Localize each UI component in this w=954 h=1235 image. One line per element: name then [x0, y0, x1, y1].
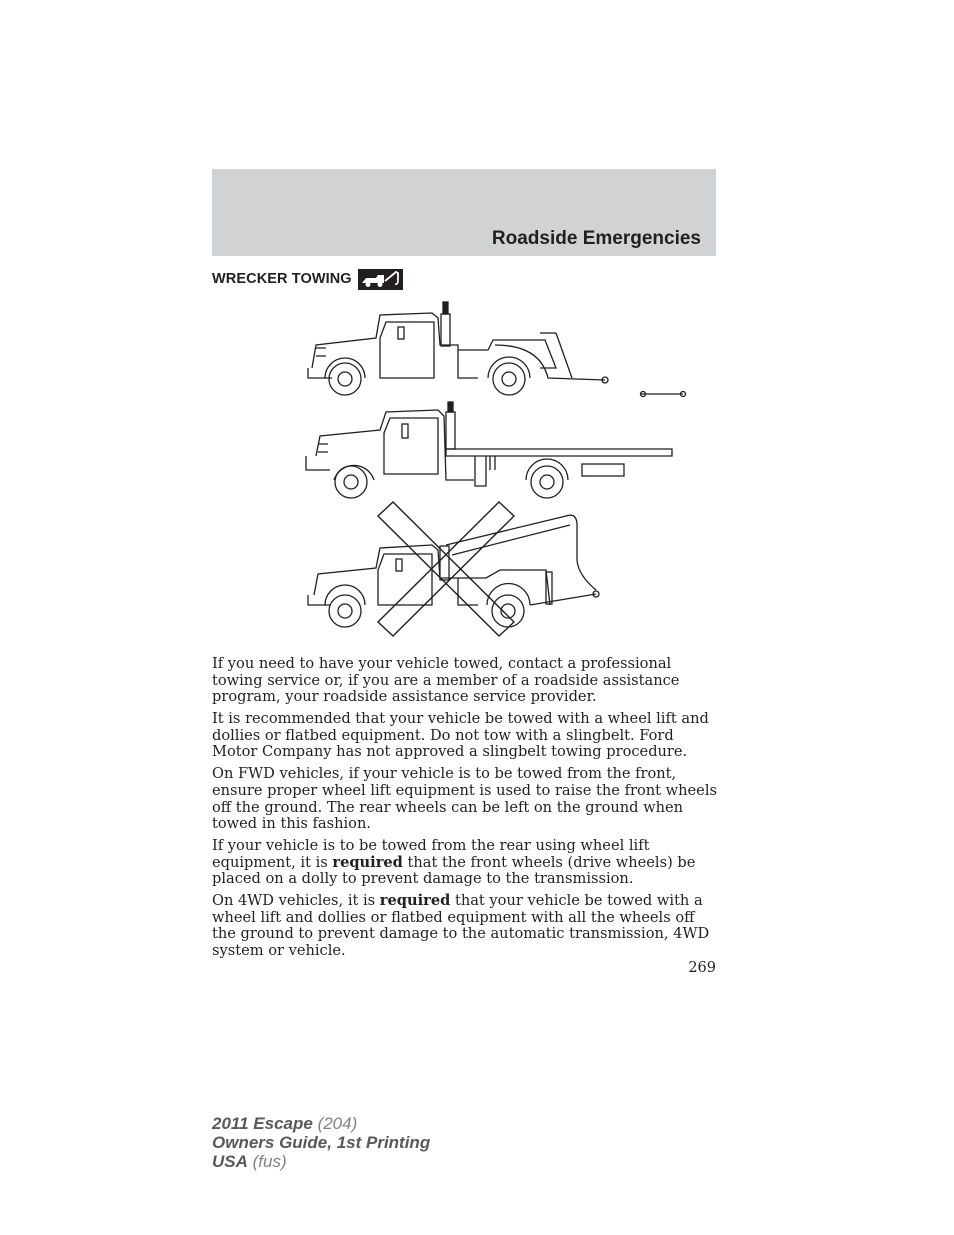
paragraph: It is recommended that your vehicle be towed with a wheel lift and dollies or flatbed equipment. Do not tow with a slingbelt. Ford Motor Company has not approved a slingbelt towing procedure.	[212, 710, 709, 761]
flatbed-truck	[306, 402, 672, 498]
body-text	[212, 656, 717, 965]
towing-methods-illustration	[300, 300, 700, 645]
tow-truck-icon	[358, 269, 403, 290]
document-footer	[212, 1114, 430, 1171]
paragraph: If your vehicle is to be towed from the rear using wheel lift equipment, it is required that the front wheels (drive wheels) be placed on a dolly to prevent damage to the transmission.	[212, 837, 696, 888]
section-title: WRECKER TOWING	[212, 271, 352, 287]
footer-line-guide: Owners Guide, 1st Printing	[212, 1133, 431, 1152]
chapter-title: Roadside Emergencies	[491, 228, 701, 249]
footer-line-model: 2011 Escape (204)	[212, 1114, 358, 1133]
section-heading	[212, 268, 403, 290]
chapter-header-band	[212, 169, 716, 256]
not-approved-cross	[378, 502, 514, 636]
paragraph: If you need to have your vehicle towed, contact a professional towing service or, if you are a member of a roadside assistance program, your roadside assistance service provider.	[212, 655, 680, 706]
paragraph: On 4WD vehicles, it is required that your vehicle be towed with a wheel lift and dollies or flatbed equipment with all the wheels off the ground to prevent damage to the automatic transmission, 4WD system or vehicle.	[212, 892, 710, 960]
footer-line-region: USA (fus)	[212, 1152, 287, 1171]
wheel-lift-truck	[308, 302, 686, 397]
page-number: 269	[688, 960, 716, 976]
paragraph: On FWD vehicles, if your vehicle is to be towed from the front, ensure proper wheel lift equipment is used to raise the front wheels off the ground. The rear wheels can be left on the ground when towed in this fashion.	[212, 765, 717, 833]
